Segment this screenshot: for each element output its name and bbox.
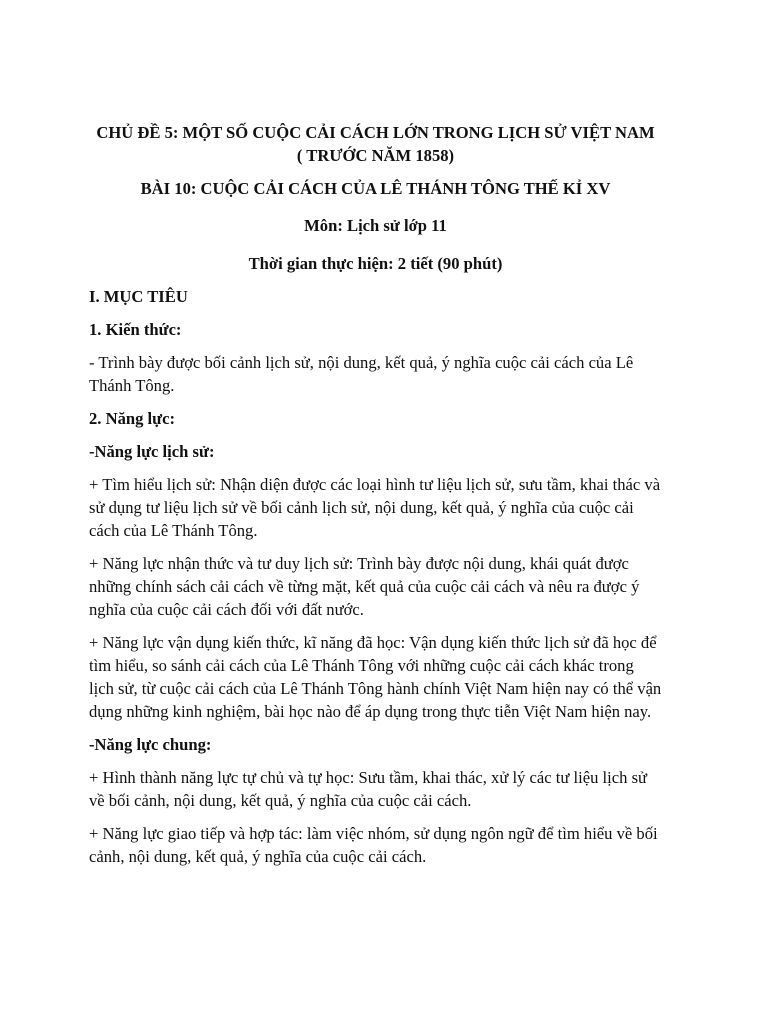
section-heading-objectives: I. MỤC TIÊU: [89, 287, 188, 306]
history-point: + Năng lực vận dụng kiến thức, kĩ năng đã học: Vận dụng kiến thức lịch sử đã học để tìm hiểu, so sánh cải cách của Lê Thánh Tông với những cuộc cải cách khác trong lịch sử, từ cuộc cải cách của Lê Thánh Tông hành chính Việt Nam hiện nay có thể vận dụng những kinh nghiệm, bài học nào để áp dụng trong thực tiễn Việt Nam hiện nay.: [89, 633, 662, 721]
competence-heading: 2. Năng lực:: [89, 409, 176, 428]
document-body: [89, 285, 662, 868]
knowledge-heading: 1. Kiến thức:: [89, 320, 182, 339]
lesson-title: BÀI 10: CUỘC CẢI CÁCH CỦA LÊ THÁNH TÔNG THẾ KỈ XV: [140, 179, 611, 198]
knowledge-paragraph: - Trình bày được bối cảnh lịch sử, nội dung, kết quả, ý nghĩa cuộc cải cách của Lê Thánh Tông.: [89, 353, 634, 395]
duration-line: Thời gian thực hiện: 2 tiết (90 phút): [248, 254, 503, 273]
document-title: CHỦ ĐỀ 5: MỘT SỐ CUỘC CẢI CÁCH LỚN TRONG LỊCH SỬ VIỆT NAM ( TRƯỚC NĂM 1858): [96, 123, 655, 165]
history-point: + Năng lực nhận thức và tư duy lịch sử: Trình bày được nội dung, khái quát được những chính sách cải cách về từng mặt, kết quả của cuộc cải cách và nêu ra được ý nghĩa của cuộc cải cách đối với đất nước.: [89, 554, 640, 619]
history-competence-heading: -Năng lực lịch sử:: [89, 442, 215, 461]
document-heading: [89, 121, 662, 275]
subject-line: Môn: Lịch sử lớp 11: [304, 216, 447, 235]
general-point: + Hình thành năng lực tự chủ và tự học: Sưu tầm, khai thác, xử lý các tư liệu lịch sử về bối cảnh, nội dung, kết quả, ý nghĩa của cuộc cải cách.: [89, 768, 648, 810]
history-point: + Tìm hiểu lịch sử: Nhận diện được các loại hình tư liệu lịch sử, sưu tầm, khai thác và sử dụng tư liệu lịch sử về bối cảnh lịch sử, nội dung, kết quả, ý nghĩa của cuộc cải cách của Lê Thánh Tông.: [89, 475, 661, 540]
general-point: + Năng lực giao tiếp và hợp tác: làm việc nhóm, sử dụng ngôn ngữ để tìm hiểu về bối cảnh, nội dung, kết quả, ý nghĩa của cuộc cải cách.: [89, 824, 658, 866]
general-competence-heading: -Năng lực chung:: [89, 735, 212, 754]
